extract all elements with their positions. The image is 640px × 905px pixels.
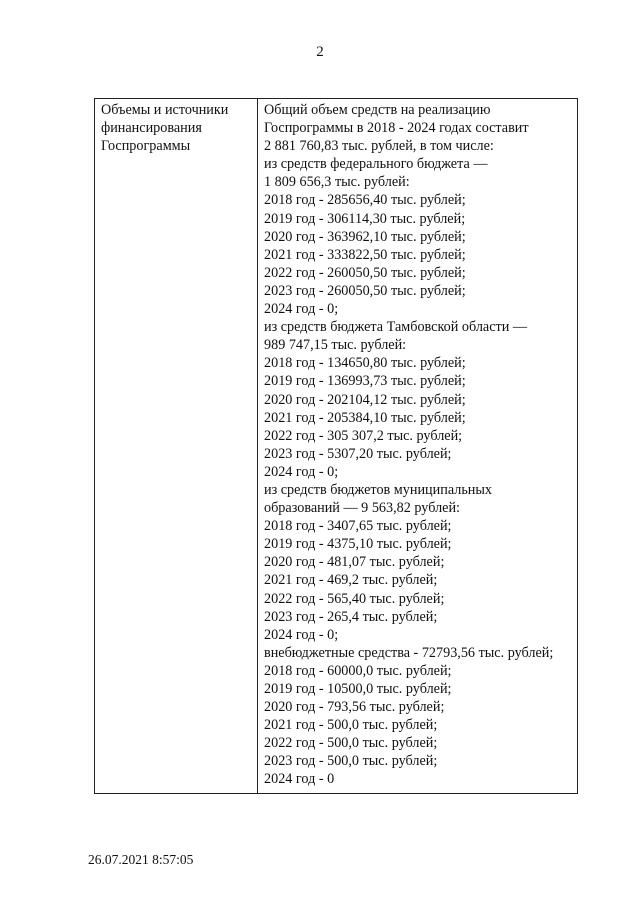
content-line: образований — 9 563,82 рублей: [264, 500, 460, 517]
content-line: Общий объем средств на реализацию [264, 102, 491, 118]
content-line: 2022 год - 565,40 тыс. рублей; [264, 590, 445, 607]
content-line: 2023 год - 5307,20 тыс. рублей; [264, 445, 452, 462]
content-line: 2021 год - 333822,50 тыс. рублей; [264, 246, 466, 263]
content-line: 2022 год - 305 307,2 тыс. рублей; [264, 427, 463, 444]
content-line: 2024 год - 0; [264, 463, 339, 480]
table-row [95, 99, 578, 794]
content-line: 2023 год - 260050,50 тыс. рублей; [264, 282, 466, 299]
content-line: 2018 год - 134650,80 тыс. рублей; [264, 355, 466, 372]
content-line: 2020 год - 793,56 тыс. рублей; [264, 699, 445, 716]
content-cell [258, 99, 578, 794]
content-line: 2019 год - 4375,10 тыс. рублей; [264, 536, 452, 553]
content-line: 2021 год - 500,0 тыс. рублей; [264, 717, 438, 734]
label-line: Объемы и источники [101, 102, 229, 118]
label-line: Госпрограммы [101, 138, 191, 155]
content-line: 2018 год - 60000,0 тыс. рублей; [264, 662, 452, 679]
content-line: из средств бюджетов муниципальных [264, 481, 493, 498]
content-line: 2018 год - 285656,40 тыс. рублей; [264, 192, 466, 209]
content-line: 2021 год - 205384,10 тыс. рублей; [264, 409, 466, 426]
content-line: 2019 год - 10500,0 тыс. рублей; [264, 681, 452, 697]
content-line: 2020 год - 481,07 тыс. рублей; [264, 554, 445, 571]
content-line: 2022 год - 260050,50 тыс. рублей; [264, 264, 466, 281]
page-number: 2 [316, 44, 324, 60]
content-line: 2024 год - 0 [264, 771, 335, 788]
content-lines [264, 101, 573, 789]
content-line: 1 809 656,3 тыс. рублей: [264, 174, 410, 191]
content-line: 2 881 760,83 тыс. рублей, в том числе: [264, 138, 494, 155]
footer-timestamp: 26.07.2021 8:57:05 [88, 852, 194, 867]
label-cell [95, 99, 258, 794]
content-line: 2020 год - 202104,12 тыс. рублей; [264, 391, 466, 408]
content-line: 2023 год - 500,0 тыс. рублей; [264, 753, 438, 770]
content-line: внебюджетные средства - 72793,56 тыс. рублей; [264, 644, 554, 661]
content-line: 2024 год - 0; [264, 626, 339, 643]
content-line: 2018 год - 3407,65 тыс. рублей; [264, 518, 452, 535]
content-line: из средств бюджета Тамбовской области — [264, 319, 528, 336]
content-line: 989 747,15 тыс. рублей: [264, 337, 407, 354]
content-line: Госпрограммы в 2018 - 2024 годах составит [264, 120, 529, 137]
label-line: финансирования [101, 120, 202, 137]
content-line: 2024 год - 0; [264, 301, 339, 318]
content-line: 2020 год - 363962,10 тыс. рублей; [264, 228, 466, 245]
content-line: 2019 год - 136993,73 тыс. рублей; [264, 373, 466, 390]
content-line: из средств федерального бюджета — [264, 156, 488, 173]
content-line: 2021 год - 469,2 тыс. рублей; [264, 572, 438, 589]
content-line: 2023 год - 265,4 тыс. рублей; [264, 608, 438, 625]
content-line: 2019 год - 306114,30 тыс. рублей; [264, 210, 466, 227]
funding-table [94, 98, 578, 794]
content-line: 2022 год - 500,0 тыс. рублей; [264, 735, 438, 752]
